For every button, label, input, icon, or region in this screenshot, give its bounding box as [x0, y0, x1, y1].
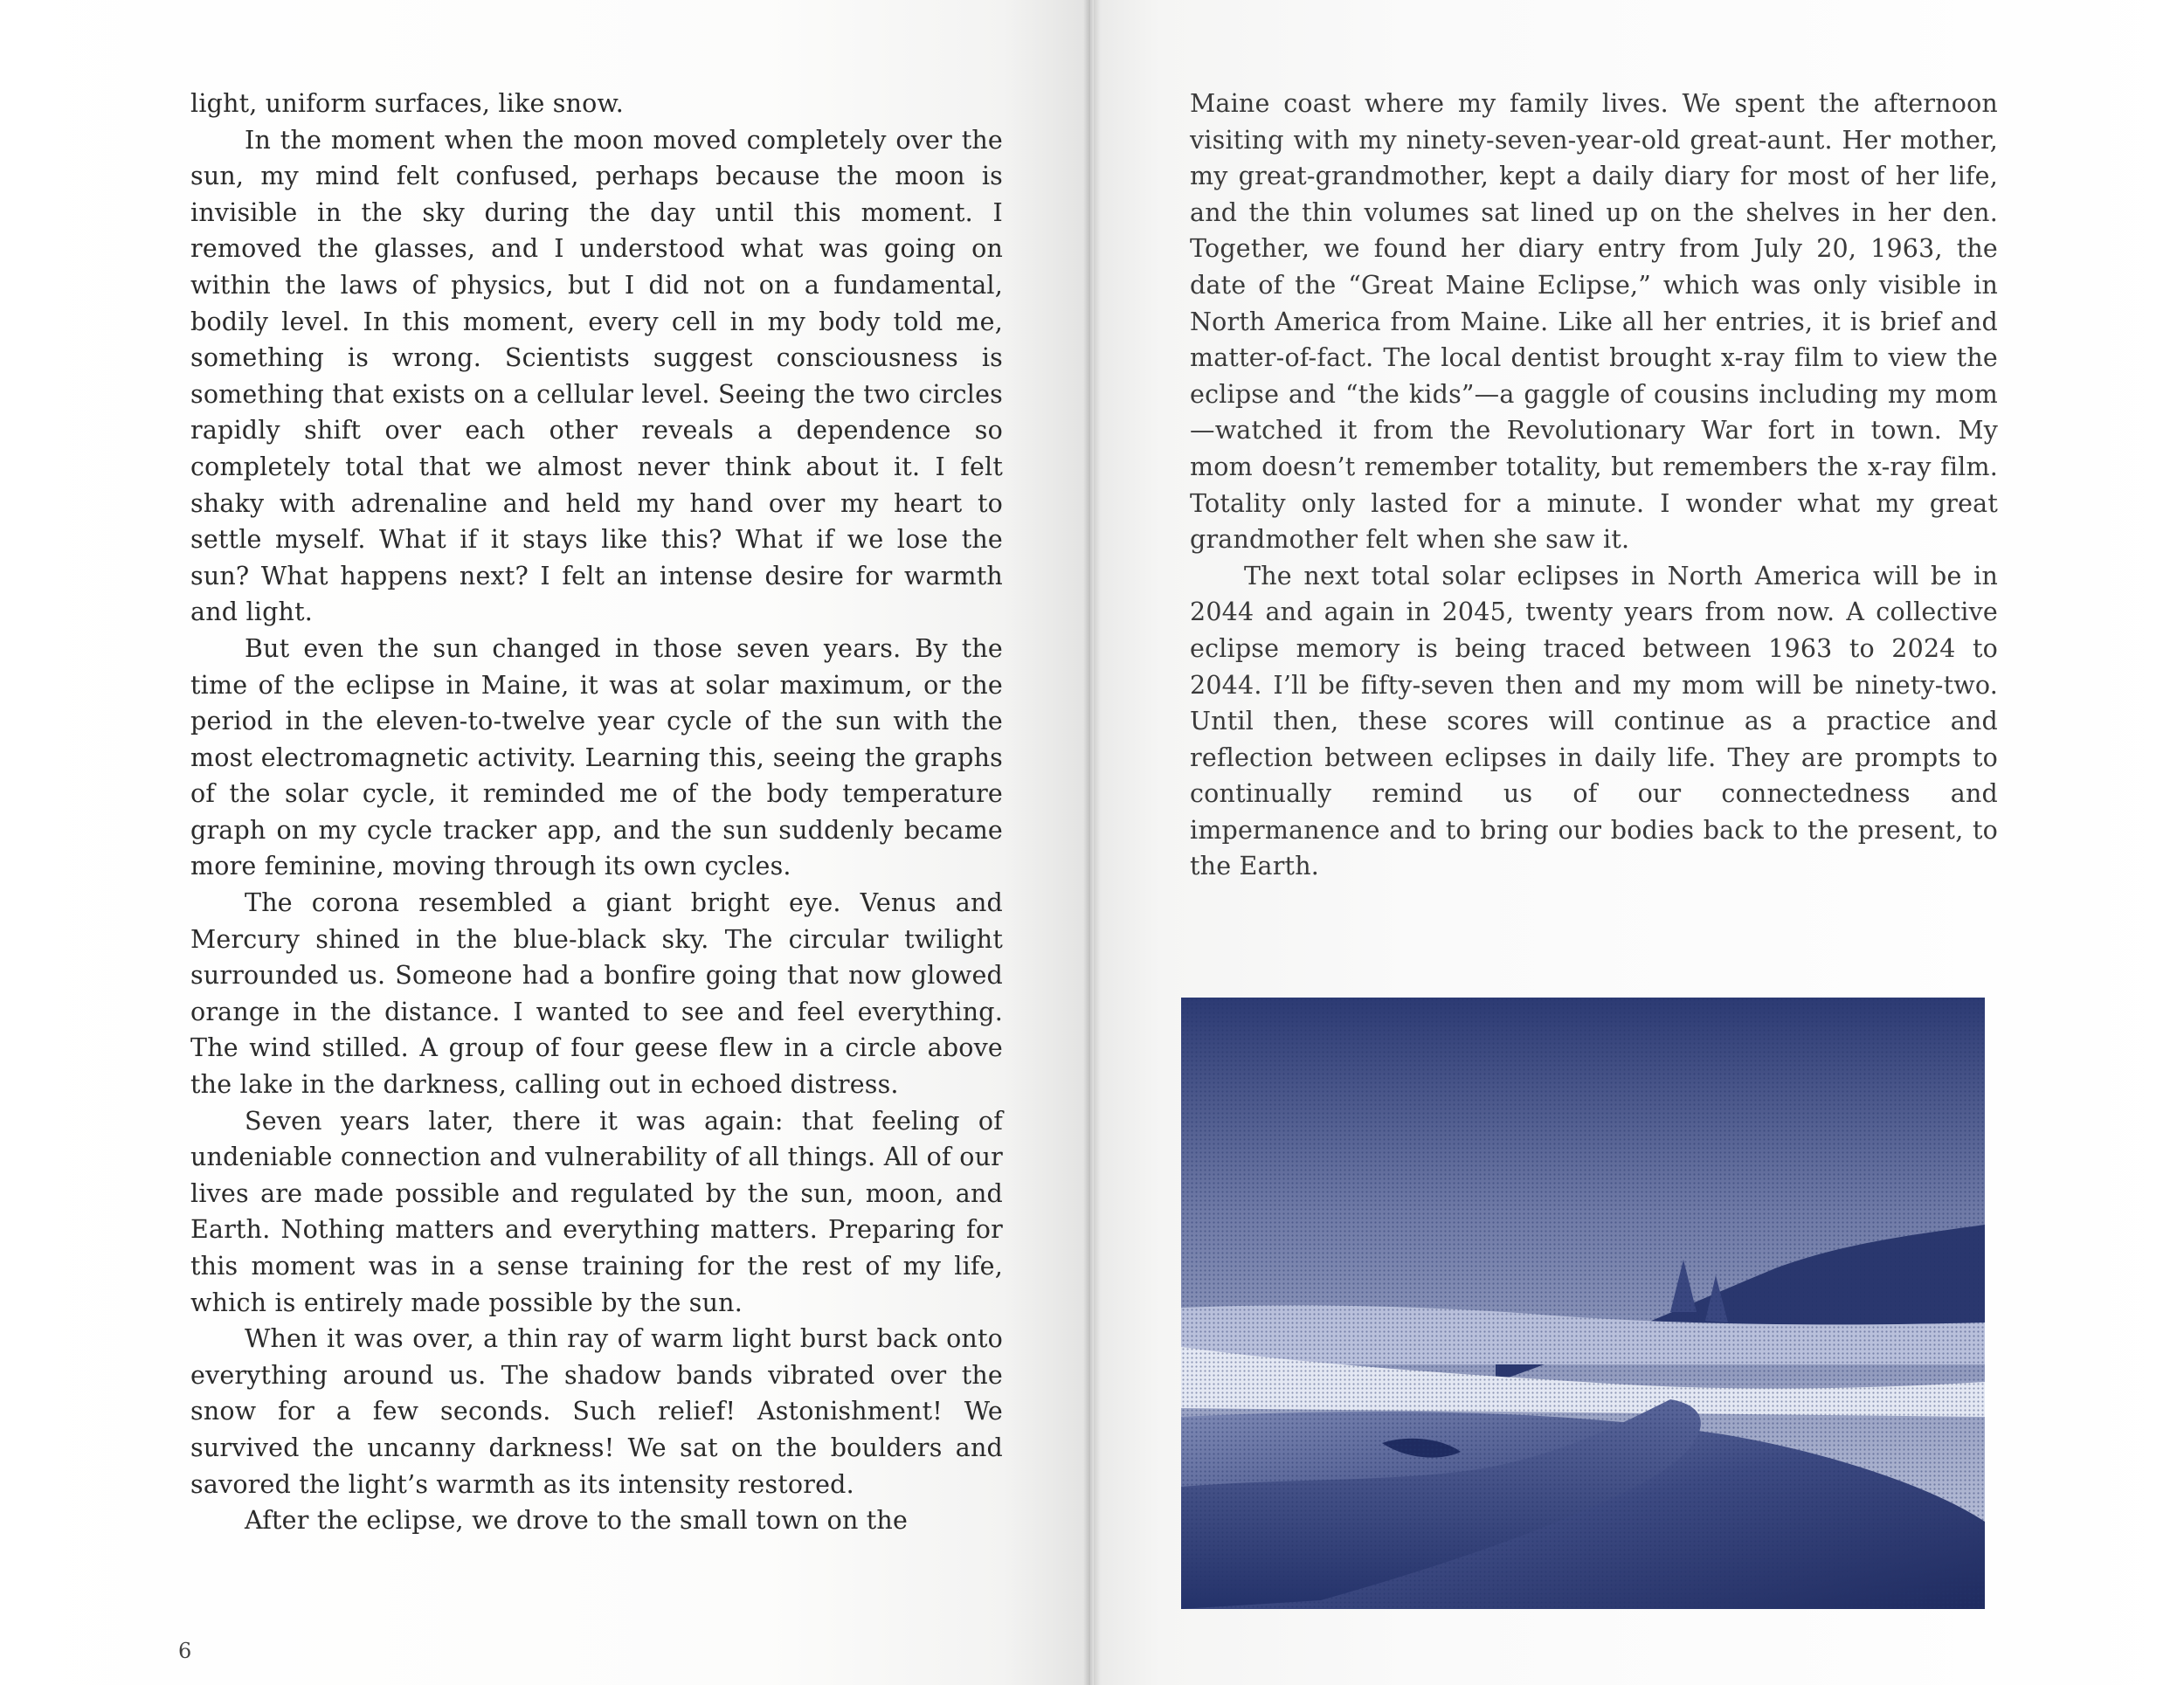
- right-paragraph-1: Maine coast where my family lives. We spent the afternoon visiting with my ninety-seven-year-old great-aunt. Her mother, my great-grandmother, kept a daily diary for most of her life, and the thin volumes sat lined up on the shelves in her den. Together, we found her diary entry from July 20, 1963, the date of the “Great Maine Eclipse,” which was only visible in North America from Maine. Like all her entries, it is brief and matter-of-fact. The local dentist brought x-ray film to view the eclipse and “the kids”—a gaggle of cousins including my mom—watched it from the Revolutionary War fort in town. My mom doesn’t remember totality, but remembers the x-ray film. Totality only lasted for a minute. I wonder what my great grandmother felt when she saw it.: [1190, 89, 1998, 555]
- left-paragraph-7: After the eclipse, we drove to the small town on the: [245, 1506, 909, 1536]
- left-paragraph-2: In the moment when the moon moved completely over the sun, my mind felt confused, perhaps because the moon is invisible in the sky during the day until this moment. I removed the glasses, and I understood what was going on within the laws of physics, but I did not on a fundamental, bodily level. In this moment, every cell in my body told me, something is wrong. Scientists suggest consciousness is something that exists on a cellular level. Seeing the two circles rapidly shift over each other reveals a dependence so completely total that we almost never think about it. I felt shaky with adrenaline and held my hand over my heart to settle myself. What if it stays like this? What if we lose the sun? What happens next? I felt an intense desire for warmth and light.: [190, 125, 1003, 627]
- page-number: 6: [178, 1639, 192, 1663]
- book-gutter: [1083, 0, 1101, 1685]
- frozen-lake-photo-image: [1181, 998, 1985, 1609]
- left-paragraph-1: light, uniform surfaces, like snow.: [190, 89, 624, 118]
- left-paragraph-4: The corona resembled a giant bright eye. Venus and Mercury shined in the blue-black sky. The circular twilight surrounded us. Someone had a bonfire going that now glowed orange in the distance. I wanted to see and feel everything. The wind stilled. A group of four geese flew in a circle above the lake in the darkness, calling out in echoed distress.: [190, 888, 1003, 1100]
- left-paragraph-6: When it was over, a thin ray of warm light burst back onto everything around us. The shadow bands vibrated over the snow for a few seconds. Such relief! Astonishment! We survived the uncanny darkness! We sat on the boulders and savored the light’s warmth as its intensity restored.: [190, 1324, 1003, 1499]
- halftone-overlay: [1181, 998, 1985, 1609]
- right-page-text: [1190, 86, 1998, 885]
- left-paragraph-5: Seven years later, there it was again: that feeling of undeniable connection and vulnerability of all things. All of our lives are made possible and regulated by the sun, moon, and Earth. Nothing matters and everything matters. Preparing for this moment was in a sense training for the rest of my life, which is entirely made possible by the sun.: [190, 1106, 1003, 1317]
- left-page-text: [190, 86, 1003, 1539]
- frozen-lake-photo: [1181, 998, 1985, 1609]
- right-page: [1094, 0, 2184, 1685]
- right-paragraph-2: The next total solar eclipses in North America will be in 2044 and again in 2045, twenty years from now. A collective eclipse memory is being traced between 1963 to 2024 to 2044. I’ll be fifty-seven then and my mom will be ninety-two. Until then, these scores will continue as a practice and reflection between eclipses in daily life. They are prompts to continually remind us of our connectedness and impermanence and to bring our bodies back to the present, to the Earth.: [1190, 561, 1998, 881]
- left-page: [0, 0, 1090, 1685]
- left-paragraph-3: But even the sun changed in those seven years. By the time of the eclipse in Maine, it was at solar maximum, or the period in the eleven-to-twelve year cycle of the sun with the most electromagnetic activity. Learning this, seeing the graphs of the solar cycle, it reminded me of the body temperature graph on my cycle tracker app, and the sun suddenly became more feminine, moving through its own cycles.: [190, 633, 1003, 881]
